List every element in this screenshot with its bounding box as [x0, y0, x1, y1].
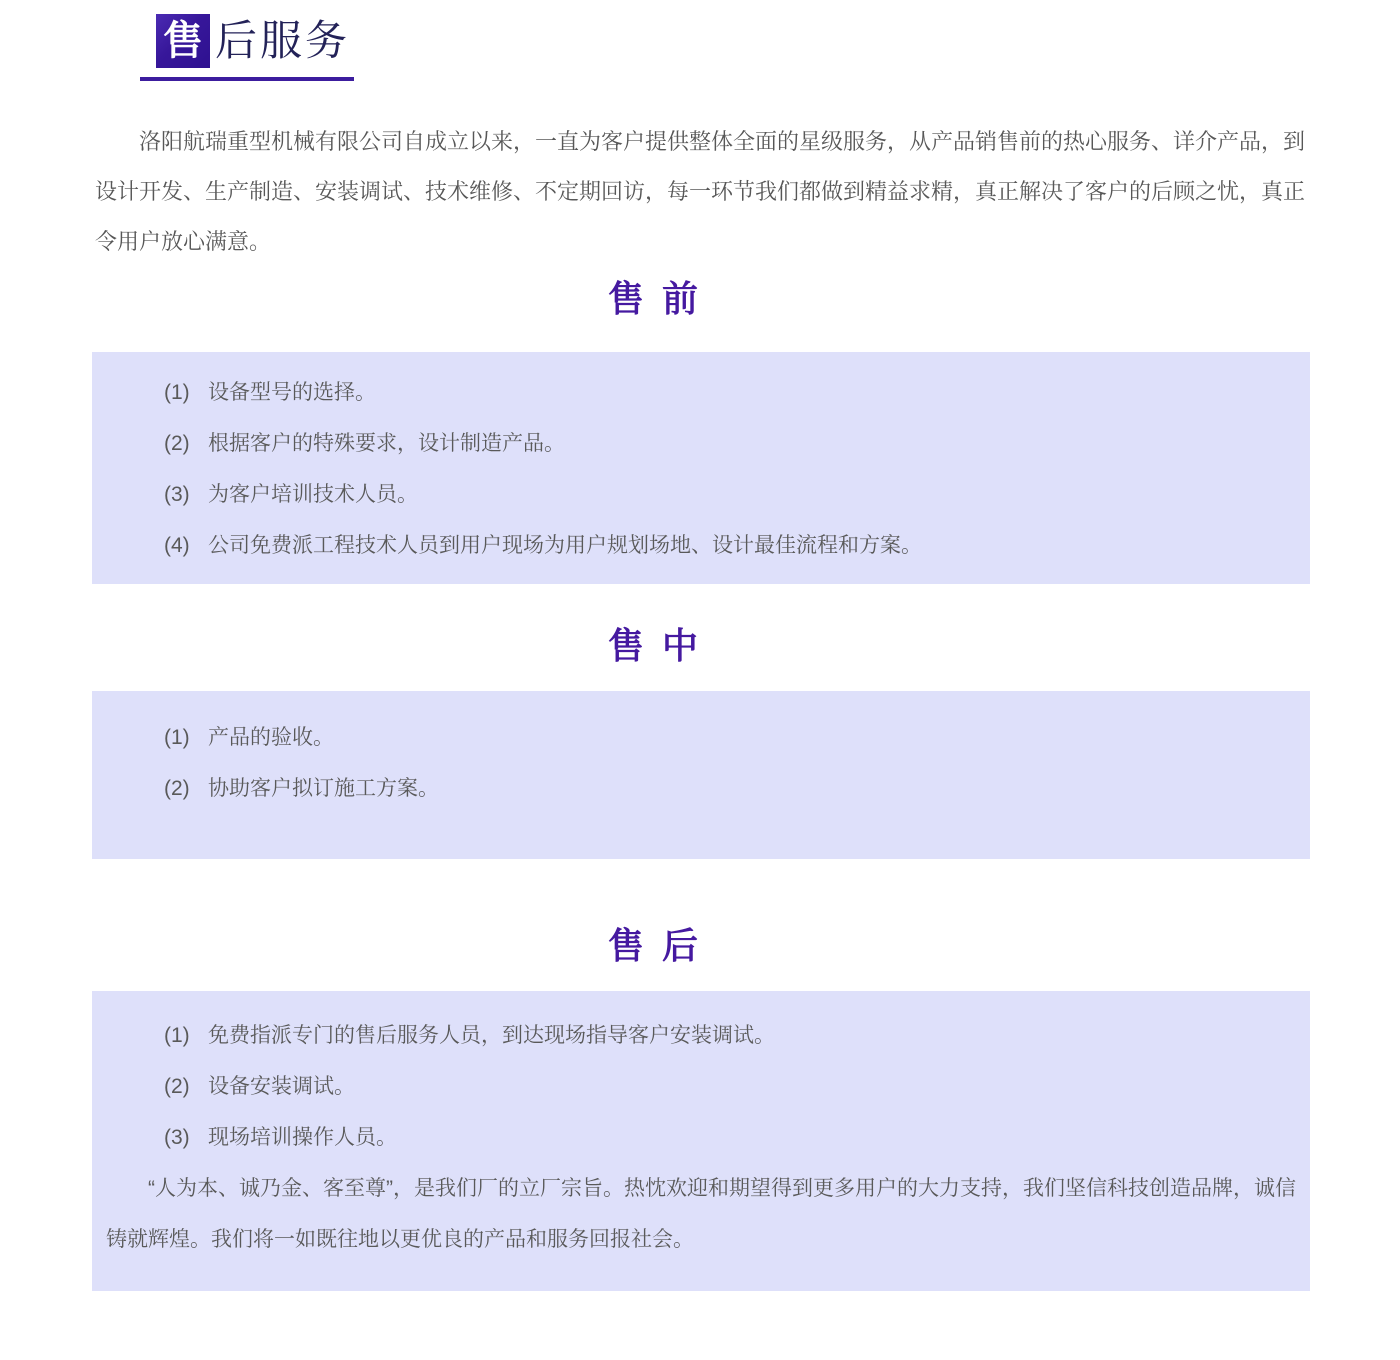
item-text: 免费指派专门的售后服务人员，到达现场指导客户安装调试。: [208, 1024, 775, 1047]
list-item: [164, 367, 1270, 418]
item-number: (4): [164, 534, 190, 557]
item-text: 协助客户拟订施工方案。: [208, 777, 439, 800]
list-item: [164, 1112, 1270, 1163]
section-heading-aftersale: 售 后: [607, 925, 702, 966]
section-heading-midsale: 售 中: [607, 625, 702, 666]
item-number: (1): [164, 381, 190, 404]
page-title: [156, 14, 1400, 68]
item-text: 设备安装调试。: [208, 1075, 355, 1098]
aftersale-panel: [92, 991, 1310, 1291]
intro-paragraph: 洛阳航瑞重型机械有限公司自成立以来，一直为客户提供整体全面的星级服务，从产品销售前的热心服务、详介产品，到设计开发、生产制造、安装调试、技术维修、不定期回访，每一环节我们都做到精益求精，真正解决了客户的后顾之忧，真正令用户放心满意。: [95, 129, 1306, 254]
item-number: (2): [164, 777, 190, 800]
item-text: 设备型号的选择。: [208, 381, 376, 404]
section-heading-presale: 售 前: [607, 278, 702, 319]
title-text: 后服务: [215, 17, 351, 64]
closing-paragraph: “人为本、诚乃金、客至尊”，是我们厂的立厂宗旨。热忱欢迎和期望得到更多用户的大力支持，我们坚信科技创造品牌，诚信铸就辉煌。我们将一如既往地以更优良的产品和服务回报社会。: [106, 1177, 1296, 1251]
item-text: 公司免费派工程技术人员到用户现场为用户规划场地、设计最佳流程和方案。: [208, 534, 922, 557]
list-item: [164, 763, 1270, 814]
list-item: [164, 1010, 1270, 1061]
presale-panel: [92, 352, 1310, 584]
item-number: (2): [164, 432, 190, 455]
item-text: 现场培训操作人员。: [208, 1126, 397, 1149]
list-item: [164, 712, 1270, 763]
list-item: [164, 520, 1270, 571]
list-item: [164, 1061, 1270, 1112]
item-text: 产品的验收。: [208, 726, 334, 749]
item-text: 为客户培训技术人员。: [208, 483, 418, 506]
item-text: 根据客户的特殊要求，设计制造产品。: [208, 432, 565, 455]
item-number: (1): [164, 726, 190, 749]
title-underline: [140, 77, 354, 81]
title-boxed-char: 售: [156, 14, 210, 68]
item-number: (3): [164, 483, 190, 506]
list-item: [164, 469, 1270, 520]
midsale-list: [92, 712, 1310, 814]
aftersale-list: [92, 1010, 1310, 1163]
midsale-panel: [92, 691, 1310, 859]
item-number: (3): [164, 1126, 190, 1149]
item-number: (2): [164, 1075, 190, 1098]
presale-list: [92, 367, 1310, 571]
item-number: (1): [164, 1024, 190, 1047]
list-item: [164, 418, 1270, 469]
